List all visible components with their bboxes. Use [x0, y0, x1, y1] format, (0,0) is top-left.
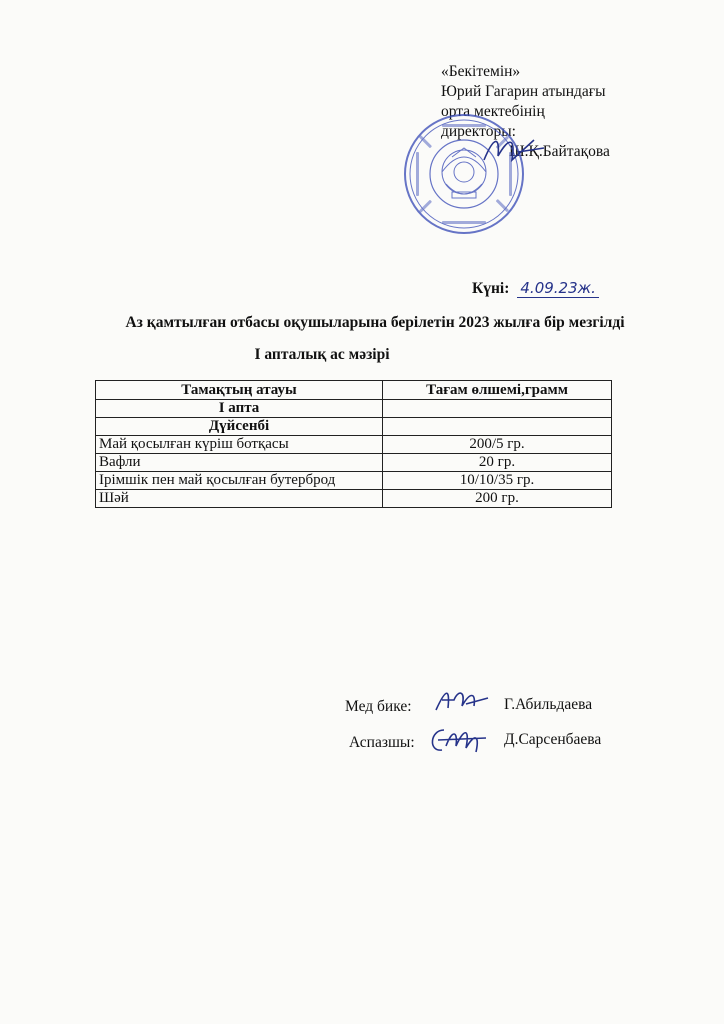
- table-row: [96, 418, 612, 436]
- date-value: 4.09.23ж.: [517, 279, 599, 298]
- document-title: Аз қамтылған отбасы оқушыларына берілетін 2023 жылға бір мезгілді: [125, 314, 625, 331]
- nurse-signature: [432, 684, 492, 718]
- table-header-row: [96, 381, 612, 400]
- cook-label: Аспазшы:: [349, 734, 415, 751]
- header-portion-size: Тағам өлшемі,грамм: [383, 381, 612, 400]
- table-row: [96, 436, 612, 454]
- table-row: [96, 472, 612, 490]
- table-cell-amount: [383, 418, 612, 436]
- nurse-name: Г.Абильдаева: [504, 696, 593, 713]
- approval-school-line: Юрий Гагарин атындағы: [441, 83, 606, 100]
- director-signature: [478, 130, 548, 170]
- menu-table: [95, 380, 612, 508]
- table-row: [96, 454, 612, 472]
- table-row: [96, 400, 612, 418]
- day-label: Дүйсенбі: [96, 418, 383, 436]
- table-row: [96, 490, 612, 508]
- table-cell-amount: [383, 400, 612, 418]
- table-cell-dish: Шәй: [96, 490, 383, 508]
- header-dish-name: Тамақтың атауы: [96, 381, 383, 400]
- table-cell-dish: Ірімшік пен май қосылған бутерброд: [96, 472, 383, 490]
- document-subtitle: І апталық ас мәзірі: [254, 346, 390, 363]
- table-cell-dish: Вафли: [96, 454, 383, 472]
- nurse-label: Мед бике:: [345, 698, 412, 715]
- cook-signature: [426, 722, 492, 758]
- table-cell-amount: 10/10/35 гр.: [383, 472, 612, 490]
- director-name: Ш.Қ.Байтақова: [509, 143, 610, 160]
- table-cell-amount: 200/5 гр.: [383, 436, 612, 454]
- week-label: І апта: [96, 400, 383, 418]
- approval-position: директоры:: [441, 123, 516, 140]
- approval-school-line-2: орта мектебінің: [441, 103, 545, 120]
- table-cell-amount: 200 гр.: [383, 490, 612, 508]
- table-cell-amount: 20 гр.: [383, 454, 612, 472]
- date-label: Күні:: [472, 280, 510, 297]
- date-row: [472, 279, 599, 298]
- cook-name: Д.Сарсенбаева: [504, 731, 602, 748]
- approval-heading: «Бекітемін»: [441, 63, 521, 80]
- table-cell-dish: Май қосылған күріш ботқасы: [96, 436, 383, 454]
